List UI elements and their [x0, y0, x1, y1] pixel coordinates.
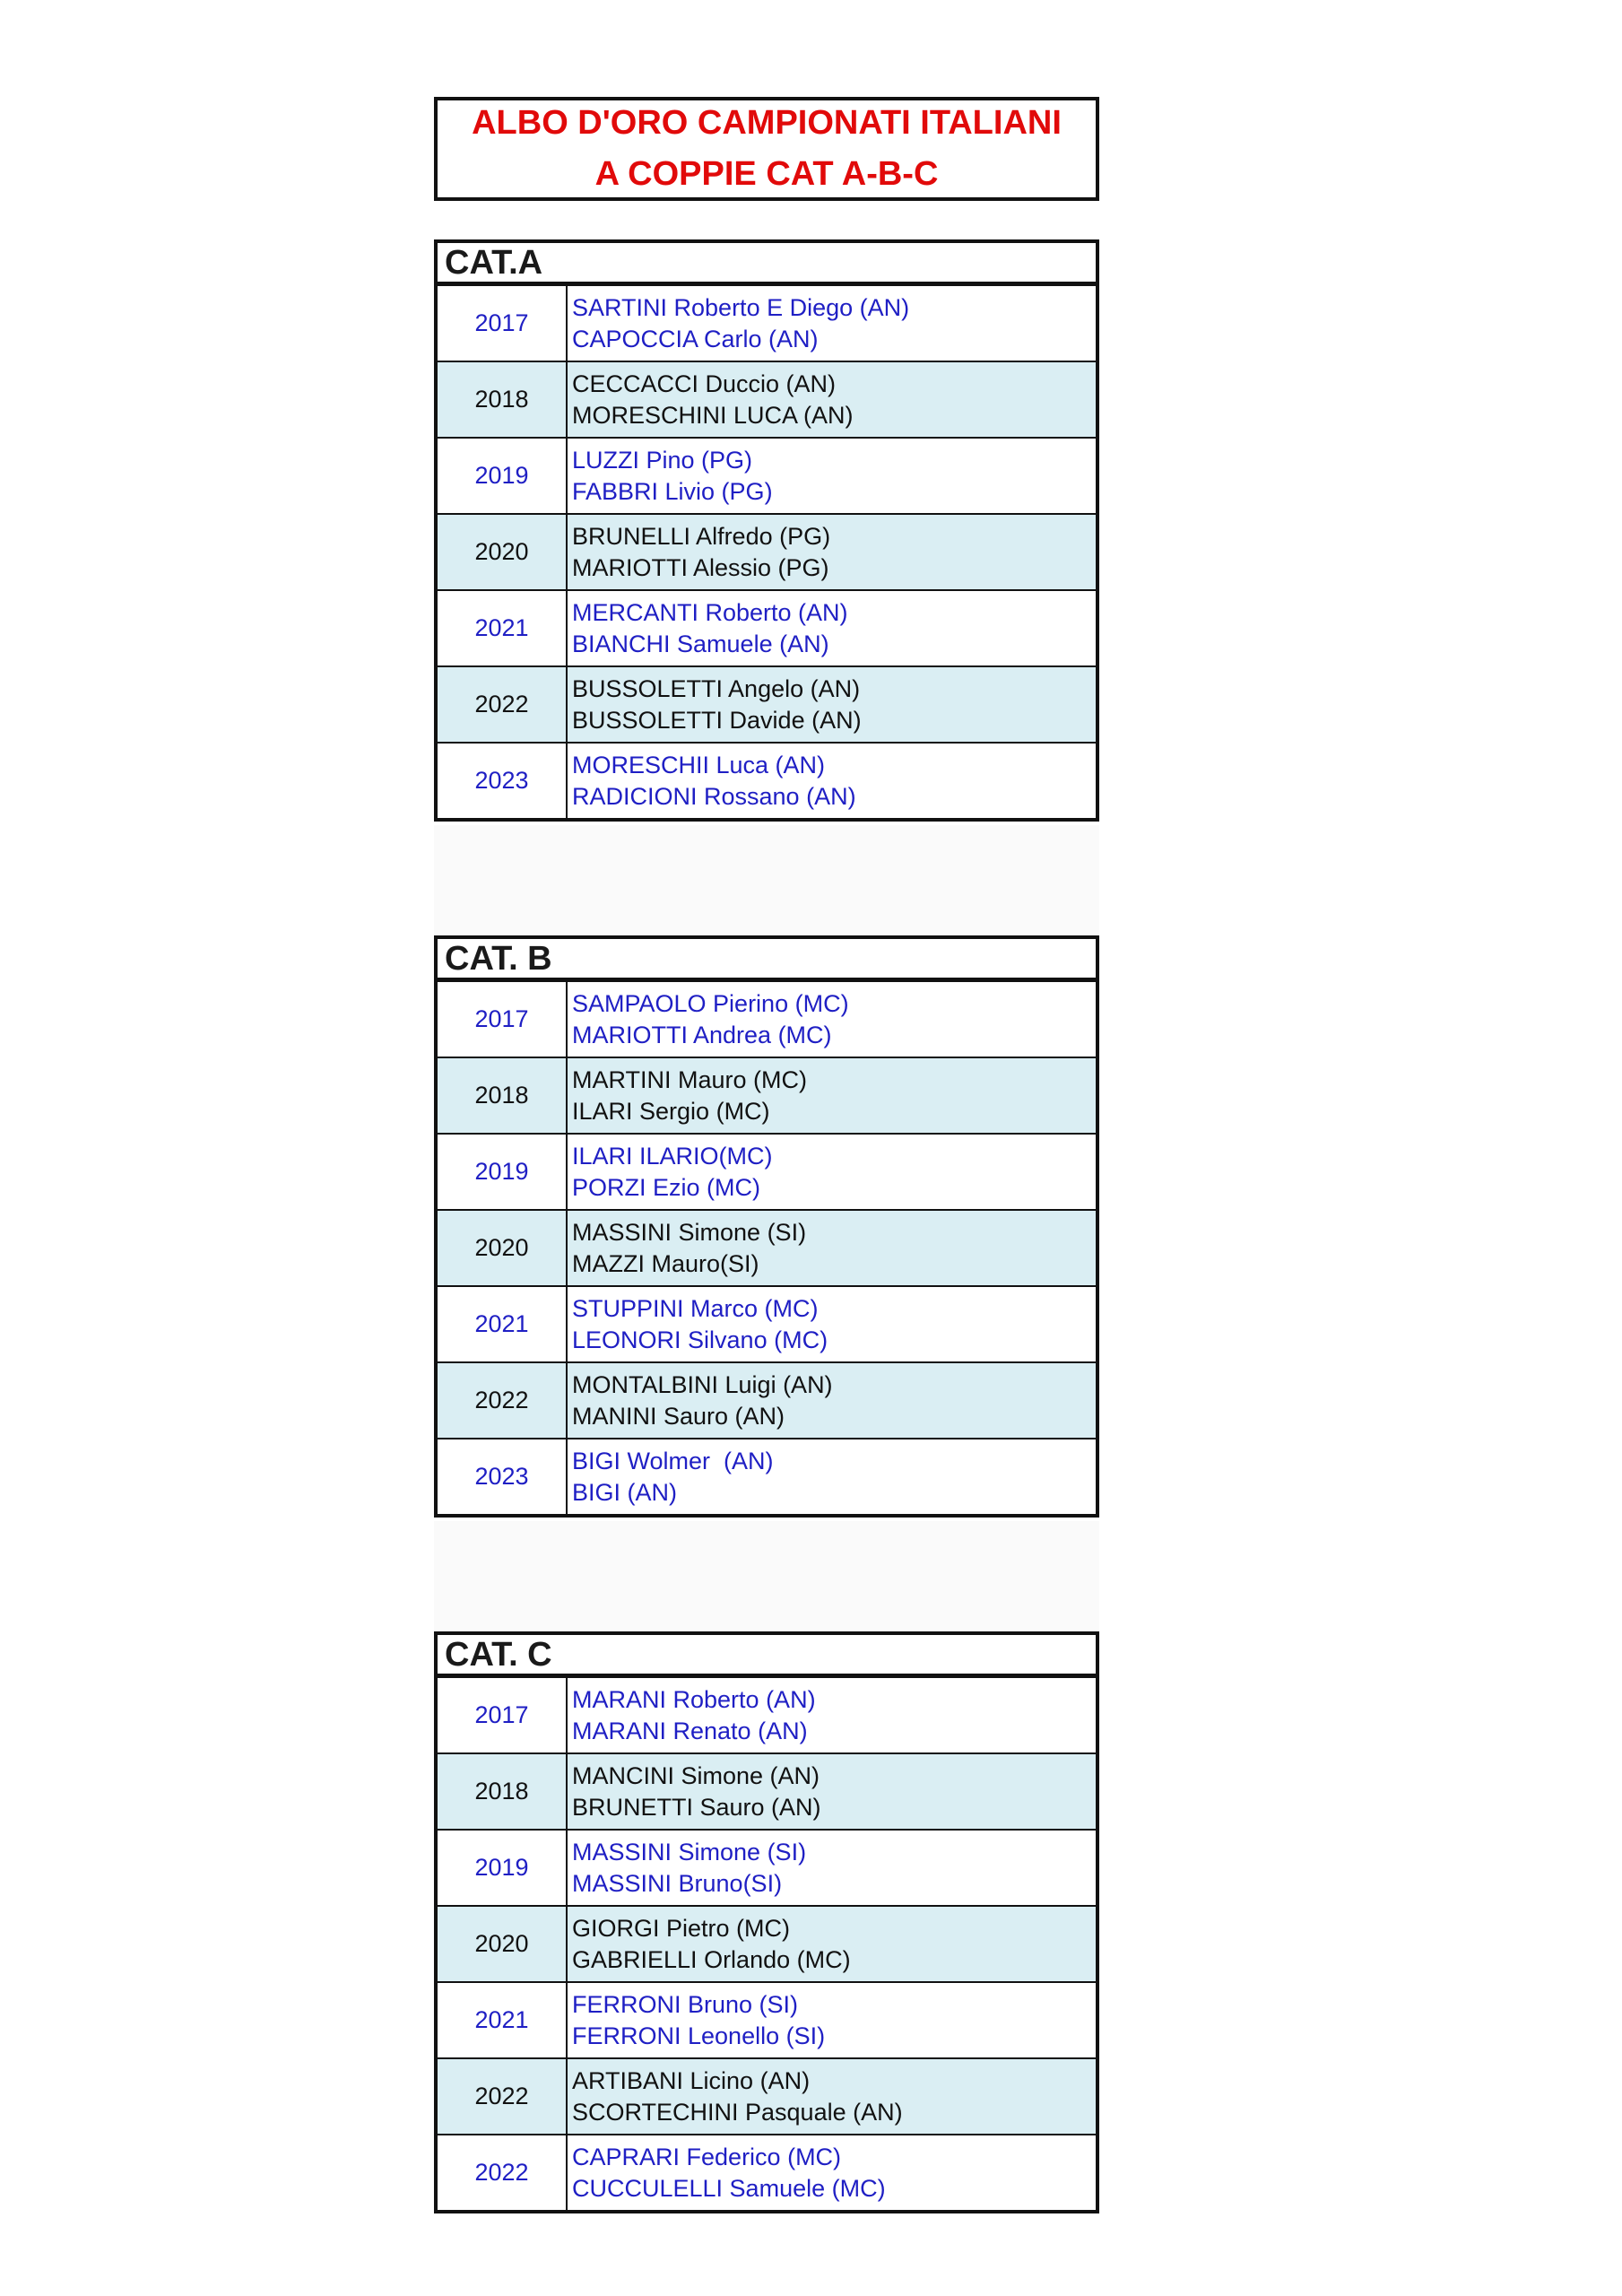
names-cell — [568, 1287, 1096, 1361]
player-name-1: GIORGI Pietro (MC) — [572, 1914, 791, 1942]
names-cell — [568, 286, 1096, 361]
names-cell — [568, 1058, 1096, 1133]
table-row — [438, 1439, 1096, 1514]
names-cell — [568, 1983, 1096, 2057]
year-cell: 2020 — [438, 1907, 568, 1981]
table-row — [438, 744, 1096, 818]
year-cell: 2022 — [438, 1363, 568, 1438]
names-cell — [568, 982, 1096, 1057]
names-cell — [568, 1754, 1096, 1829]
year-cell: 2022 — [438, 2059, 568, 2134]
player-name-1: CAPRARI Federico (MC) — [572, 2143, 842, 2170]
player-name-2: MASSINI Bruno(SI) — [572, 1869, 783, 1897]
category-a-header: CAT.A — [438, 243, 1096, 286]
player-name-1: MASSINI Simone (SI) — [572, 1218, 807, 1246]
player-name-2: CAPOCCIA Carlo (AN) — [572, 325, 819, 352]
table-row — [438, 439, 1096, 515]
table-row — [438, 1211, 1096, 1287]
names-cell — [568, 515, 1096, 589]
table-row — [438, 1907, 1096, 1983]
player-name-2: MARANI Renato (AN) — [572, 1717, 808, 1744]
player-name-2: FERRONI Leonello (SI) — [572, 2022, 826, 2049]
player-name-1: BIGI Wolmer (AN) — [572, 1447, 774, 1474]
player-name-2: CUCCULELLI Samuele (MC) — [572, 2174, 886, 2202]
names-cell — [568, 1211, 1096, 1285]
table-row — [438, 591, 1096, 667]
year-cell: 2022 — [438, 667, 568, 742]
year-cell: 2017 — [438, 1678, 568, 1752]
table-row — [438, 1287, 1096, 1363]
names-cell — [568, 2135, 1096, 2210]
player-name-1: BUSSOLETTI Angelo (AN) — [572, 674, 861, 702]
page-title — [434, 97, 1099, 201]
table-row — [438, 515, 1096, 591]
player-name-2: BRUNETTI Sauro (AN) — [572, 1793, 821, 1821]
player-name-2: MARIOTTI Andrea (MC) — [572, 1021, 832, 1048]
year-cell: 2018 — [438, 1754, 568, 1829]
table-row — [438, 1135, 1096, 1211]
player-name-1: MONTALBINI Luigi (AN) — [572, 1370, 833, 1398]
names-cell — [568, 591, 1096, 665]
category-c-table — [434, 1631, 1099, 2213]
player-name-1: BRUNELLI Alfredo (PG) — [572, 522, 831, 550]
player-name-2: MAZZI Mauro(SI) — [572, 1249, 759, 1277]
player-name-1: MARTINI Mauro (MC) — [572, 1065, 808, 1093]
player-name-1: MERCANTI Roberto (AN) — [572, 598, 848, 626]
year-cell: 2023 — [438, 744, 568, 818]
player-name-2: ILARI Sergio (MC) — [572, 1097, 770, 1125]
table-row — [438, 362, 1096, 439]
title-line-1: ALBO D'ORO CAMPIONATI ITALIANI — [472, 104, 1062, 142]
table-row — [438, 667, 1096, 744]
player-name-2: FABBRI Livio (PG) — [572, 477, 773, 505]
category-c-header: CAT. C — [438, 1635, 1096, 1678]
table-row — [438, 286, 1096, 362]
year-cell: 2023 — [438, 1439, 568, 1514]
player-name-1: MANCINI Simone (AN) — [572, 1761, 820, 1789]
player-name-1: MASSINI Simone (SI) — [572, 1838, 807, 1866]
names-cell — [568, 1363, 1096, 1438]
names-cell — [568, 1907, 1096, 1981]
table-row — [438, 1678, 1096, 1754]
player-name-1: SAMPAOLO Pierino (MC) — [572, 989, 849, 1017]
names-cell — [568, 439, 1096, 513]
names-cell — [568, 1678, 1096, 1752]
year-cell: 2019 — [438, 439, 568, 513]
year-cell: 2021 — [438, 591, 568, 665]
player-name-1: SARTINI Roberto E Diego (AN) — [572, 293, 910, 321]
section-spacer — [434, 1521, 1099, 1631]
player-name-2: RADICIONI Rossano (AN) — [572, 782, 856, 810]
year-cell: 2021 — [438, 1287, 568, 1361]
year-cell: 2019 — [438, 1831, 568, 1905]
names-cell — [568, 744, 1096, 818]
player-name-1: MARANI Roberto (AN) — [572, 1685, 816, 1713]
table-row — [438, 1058, 1096, 1135]
year-cell: 2018 — [438, 362, 568, 437]
player-name-1: LUZZI Pino (PG) — [572, 446, 753, 474]
category-b-table — [434, 935, 1099, 1518]
player-name-2: MORESCHINI LUCA (AN) — [572, 401, 854, 429]
table-row — [438, 2059, 1096, 2135]
title-line-2: A COPPIE CAT A-B-C — [594, 155, 939, 193]
table-row — [438, 1754, 1096, 1831]
player-name-2: PORZI Ezio (MC) — [572, 1173, 761, 1201]
player-name-1: STUPPINI Marco (MC) — [572, 1294, 819, 1322]
player-name-2: BUSSOLETTI Davide (AN) — [572, 706, 862, 734]
player-name-2: LEONORI Silvano (MC) — [572, 1326, 828, 1353]
player-name-1: CECCACCI Duccio (AN) — [572, 370, 837, 397]
year-cell: 2022 — [438, 2135, 568, 2210]
category-b-header: CAT. B — [438, 939, 1096, 982]
names-cell — [568, 1439, 1096, 1514]
player-name-1: FERRONI Bruno (SI) — [572, 1990, 799, 2018]
names-cell — [568, 1831, 1096, 1905]
player-name-1: ARTIBANI Licino (AN) — [572, 2066, 811, 2094]
table-row — [438, 1983, 1096, 2059]
year-cell: 2021 — [438, 1983, 568, 2057]
year-cell: 2017 — [438, 286, 568, 361]
names-cell — [568, 1135, 1096, 1209]
player-name-2: BIGI (AN) — [572, 1478, 678, 1506]
player-name-2: MANINI Sauro (AN) — [572, 1402, 785, 1430]
year-cell: 2020 — [438, 1211, 568, 1285]
year-cell: 2020 — [438, 515, 568, 589]
player-name-2: MARIOTTI Alessio (PG) — [572, 553, 829, 581]
player-name-2: SCORTECHINI Pasquale (AN) — [572, 2098, 903, 2126]
category-a-table — [434, 239, 1099, 822]
year-cell: 2017 — [438, 982, 568, 1057]
section-spacer — [434, 825, 1099, 935]
player-name-1: ILARI ILARIO(MC) — [572, 1142, 773, 1170]
year-cell: 2018 — [438, 1058, 568, 1133]
names-cell — [568, 362, 1096, 437]
table-row — [438, 2135, 1096, 2210]
player-name-2: GABRIELLI Orlando (MC) — [572, 1945, 851, 1973]
names-cell — [568, 2059, 1096, 2134]
year-cell: 2019 — [438, 1135, 568, 1209]
table-row — [438, 1831, 1096, 1907]
names-cell — [568, 667, 1096, 742]
player-name-1: MORESCHII Luca (AN) — [572, 751, 826, 778]
table-row — [438, 982, 1096, 1058]
table-row — [438, 1363, 1096, 1439]
player-name-2: BIANCHI Samuele (AN) — [572, 630, 829, 657]
